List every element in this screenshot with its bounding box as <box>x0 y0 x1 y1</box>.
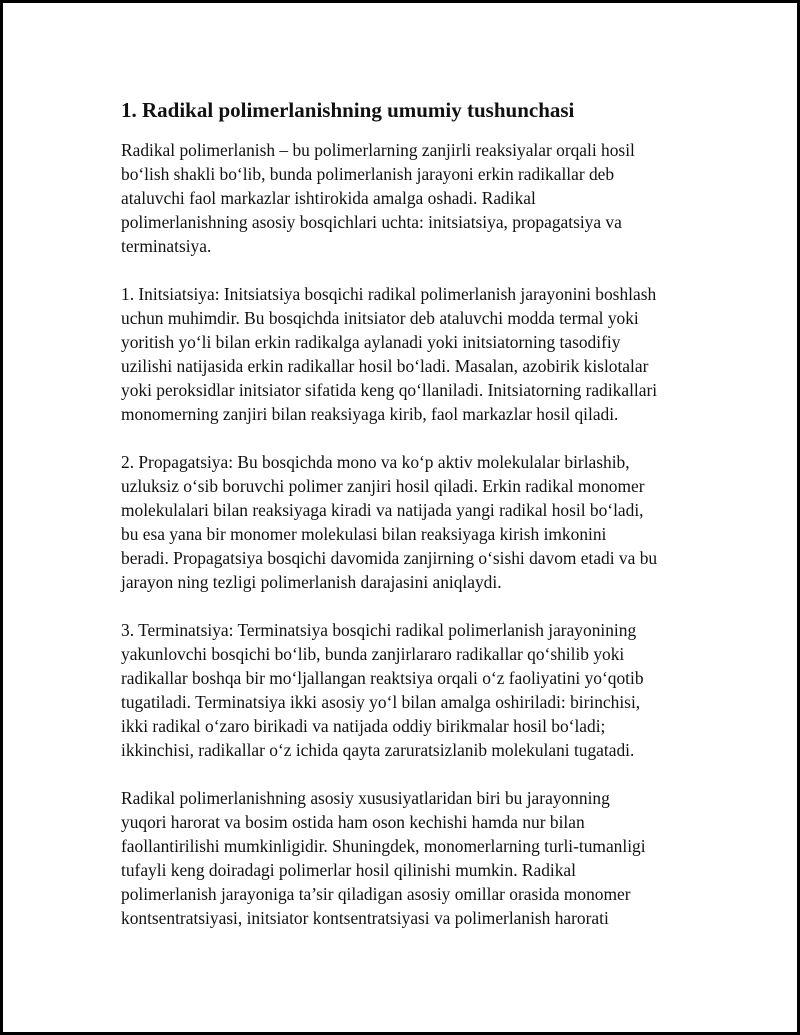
text-line: ikki radikal o‘zaro birikadi va natijada oddiy birikmalar hosil bo‘ladi; <box>121 716 606 736</box>
text-line: monomerning zanjiri bilan reaksiyaga kirib, faol markazlar hosil qiladi. <box>121 404 619 424</box>
text-line: yuqori harorat va bosim ostida ham oson kechishi hamda nur bilan <box>121 812 585 832</box>
text-line: kontsentratsiyasi, initsiator kontsentratsiyasi va polimerlanish harorati <box>121 908 609 928</box>
text-line: ikkinchisi, radikallar o‘z ichida qayta zaruratsizlanib molekulani tugatadi. <box>121 740 635 760</box>
text-line: molekulalari bilan reaksiyaga kiradi va natijada yangi radikal hosil bo‘ladi, <box>121 500 644 520</box>
paragraph-propagation <box>121 450 721 594</box>
text-line: beradi. Propagatsiya bosqichi davomida zanjirning o‘sishi davom etadi va bu <box>121 548 658 568</box>
text-line: tufayli keng doiradagi polimerlar hosil qilinishi mumkin. Radikal <box>121 860 576 880</box>
text-line: uzilishi natijasida erkin radikallar hosil bo‘ladi. Masalan, azobirik kislotalar <box>121 356 649 376</box>
text-line: faollantirilishi mumkinligidir. Shuningdek, monomerlarning turli-tumanligi <box>121 836 646 856</box>
text-line: bu esa yana bir monomer molekulasi bilan reaksiyaga kirish imkonini <box>121 524 607 544</box>
text-line: yakunlovchi bosqichi bo‘lib, bunda zanjirlararo radikallar qo‘shilib yoki <box>121 644 625 664</box>
text-line: 3. Terminatsiya: Terminatsiya bosqichi radikal polimerlanish jarayonining <box>121 620 637 640</box>
text-line: jarayon ning tezligi polimerlanish darajasini aniqlaydi. <box>121 572 502 592</box>
text-line: 2. Propagatsiya: Bu bosqichda mono va ko‘p aktiv molekulalar birlashib, <box>121 452 630 472</box>
paragraph-intro <box>121 138 721 258</box>
text-line: radikallar boshqa bir mo‘ljallangan reaktsiya orqali o‘z faoliyatini yo‘qotib <box>121 668 644 688</box>
section-heading: 1. Radikal polimerlanishning umumiy tushunchasi <box>121 98 575 122</box>
text-line: terminatsiya. <box>121 236 212 256</box>
text-line: uzluksiz o‘sib boruvchi polimer zanjiri hosil qiladi. Erkin radikal monomer <box>121 476 645 496</box>
text-line: 1. Initsiatsiya: Initsiatsiya bosqichi radikal polimerlanish jarayonini boshlash <box>121 284 657 304</box>
text-line: yoritish yo‘li bilan erkin radikalga aylanadi yoki initsiatorning tasodifiy <box>121 332 621 352</box>
text-line: yoki peroksidlar initsiator sifatida keng qo‘llaniladi. Initsiatorning radikallari <box>121 380 658 400</box>
text-line: tugatiladi. Terminatsiya ikki asosiy yo‘l bilan amalga oshiriladi: birinchisi, <box>121 692 641 712</box>
paragraph-termination <box>121 618 721 762</box>
text-line: polimerlanish jarayoniga ta’sir qiladigan asosiy omillar orasida monomer <box>121 884 631 904</box>
text-line: bo‘lish shakli bo‘lib, bunda polimerlanish jarayoni erkin radikallar deb <box>121 164 615 184</box>
paragraph-initiation <box>121 282 721 426</box>
paragraph-features <box>121 786 721 930</box>
text-line: polimerlanishning asosiy bosqichlari uchta: initsiatsiya, propagatsiya va <box>121 212 622 232</box>
text-line: Radikal polimerlanishning asosiy xususiyatlaridan biri bu jarayonning <box>121 788 610 808</box>
text-line: uchun muhimdir. Bu bosqichda initsiator deb ataluvchi modda termal yoki <box>121 308 639 328</box>
text-line: Radikal polimerlanish – bu polimerlarning zanjirli reaksiyalar orqali hosil <box>121 140 635 160</box>
document-body <box>121 97 721 930</box>
text-line: ataluvchi faol markazlar ishtirokida amalga oshadi. Radikal <box>121 188 536 208</box>
